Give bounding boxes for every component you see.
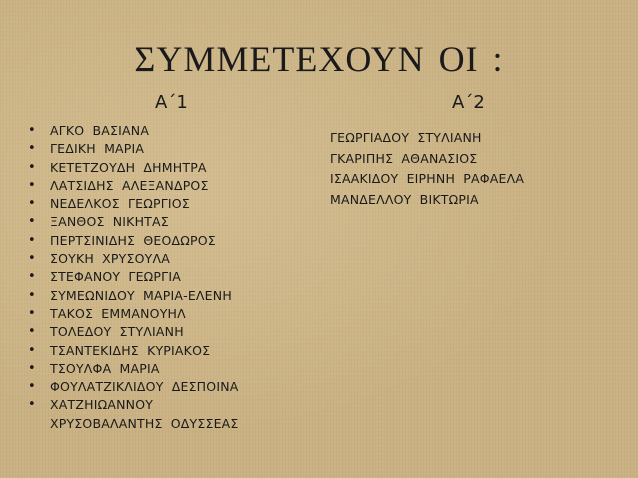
list-item: • ΤΣΟΥΛΦΑ ΜΑΡΙΑ xyxy=(28,360,318,378)
list-item: • ΑΓΚΟ ΒΑΣΙΑΝΑ xyxy=(28,122,318,140)
slide-title: ΣΥΜΜΕΤΕΧΟΥΝ ΟΙ : xyxy=(134,39,504,79)
list-item: • ΠΕΡΤΣΙΝΙΔΗΣ ΘΕΟΔΩΡΟΣ xyxy=(28,232,318,250)
list-item: • ΣΥΜΕΩΝΙΔΟΥ ΜΑΡΙΑ-ΕΛΕΝΗ xyxy=(28,287,318,305)
list-item: • ΤΟΛΕΔΟΥ ΣΤΥΛΙΑΝΗ xyxy=(28,323,318,341)
class-a1-heading: Α΄1 xyxy=(155,92,188,113)
list-item: • ΣΟΥΚΗ ΧΡΥΣΟΥΛΑ xyxy=(28,250,318,268)
list-item: ΓΚΑΡΙΠΗΣ ΑΘΑΝΑΣΙΟΣ xyxy=(330,150,478,166)
list-item: • ΚΕΤΕΤΖΟΥΔΗ ΔΗΜΗΤΡΑ xyxy=(28,159,318,177)
list-item: • ΓΕΔΙΚΗ ΜΑΡΙΑ xyxy=(28,140,318,158)
list-item: • ΝΕΔΕΛΚΟΣ ΓΕΩΡΓΙΟΣ xyxy=(28,195,318,213)
list-item: • ΞΑΝΘΟΣ ΝΙΚΗΤΑΣ xyxy=(28,213,318,231)
list-item: ΙΣΑΑΚΙΔΟΥ ΕΙΡΗΝΗ ΡΑΦΑΕΛΑ xyxy=(330,171,525,186)
list-item: • ΛΑΤΣΙΔΗΣ ΑΛΕΞΑΝΔΡΟΣ xyxy=(28,177,318,195)
class-a2-student-list xyxy=(330,128,620,210)
list-item: • ΧΑΤΖΗΙΩΑΝΝΟΥ ΧΡΥΣΟΒΑΛΑΝΤΗΣ ΟΔΥΣΣΕΑΣ xyxy=(28,396,318,433)
list-item: ΜΑΝΔΕΛΛΟΥ ΒΙΚΤΩΡΙΑ xyxy=(330,191,479,207)
list-item: • ΤΣΑΝΤΕΚΙΔΗΣ ΚΥΡΙΑΚΟΣ xyxy=(28,342,318,360)
class-a1-student-list xyxy=(28,122,318,433)
list-item: • ΤΑΚΟΣ ΕΜΜΑΝΟΥΗΛ xyxy=(28,305,318,323)
list-item: • ΦΟΥΛΑΤΖΙΚΛΙΔΟΥ ΔΕΣΠΟΙΝΑ xyxy=(28,378,318,396)
list-item: ΓΕΩΡΓΙΑΔΟΥ ΣΤΥΛΙΑΝΗ xyxy=(330,130,482,145)
list-item: • ΣΤΕΦΑΝΟΥ ΓΕΩΡΓΙΑ xyxy=(28,268,318,286)
class-a2-heading: Α΄2 xyxy=(452,92,485,113)
